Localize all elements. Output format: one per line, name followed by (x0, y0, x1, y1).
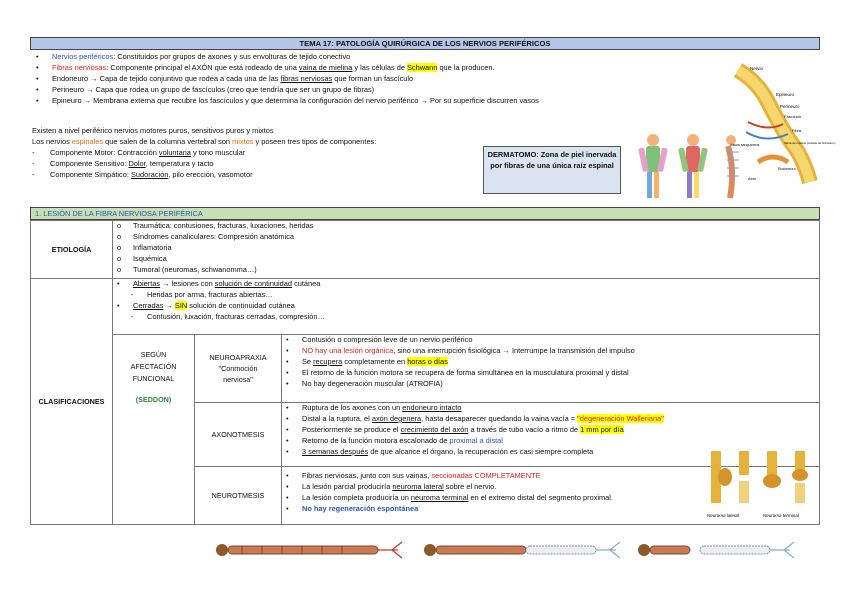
list-item: • Contusión o compresión leve de un nervio periférico (286, 335, 473, 344)
list-item: • Fibras nerviosas, junto con sus vainas, seccionadas COMPLETAMENTE (286, 471, 541, 480)
clasificaciones-content (113, 279, 820, 335)
neurotmesis-label: NEUROTMESIS (195, 467, 282, 525)
etiologia-content (113, 221, 820, 279)
component-motor: Componente Motor: Contracción voluntaria y tono muscular (50, 148, 246, 157)
list-item: o Inflamatoria (117, 242, 172, 252)
svg-text:Perineuro: Perineuro (780, 104, 800, 109)
neuroma-lateral-mass (718, 468, 732, 486)
list-item: • No hay regeneración espontánea (286, 503, 419, 513)
dermatomo-box: DERMATOMO: Zona de piel inervada por fibras de una única raíz espinal (483, 146, 621, 194)
list-item: • NO hay una lesión orgánica, sino una interrupción fisiológica → Interrumpe la transmisión del impulso (286, 345, 635, 355)
document-page (30, 37, 836, 525)
list-item: o Isquémica (117, 253, 167, 263)
svg-text:Axón: Axón (748, 177, 757, 181)
nerve-degeneration-illustration (212, 538, 824, 562)
list-item: • La lesión parcial produciría neuroma lateral sobre el nervio. (286, 481, 497, 491)
body-back-figure (678, 134, 708, 198)
neuroapraxia-content (282, 335, 820, 403)
svg-text:Vaina de mielina (células de S: Vaina de mielina (células de Schwann) (784, 141, 836, 145)
neuron-healthy (216, 542, 402, 558)
list-item: • Ruptura de los axones con un endoneuro intacto (286, 403, 462, 412)
body-front-figure (638, 134, 668, 198)
dash: - (32, 159, 35, 168)
clasificaciones-label: CLASIFICACIONES (31, 279, 113, 525)
list-item: • No hay degeneración muscular (ATROFIA) (286, 378, 443, 388)
intro-line-1: Existen a nivel periférico nervios motores puros, sensitivos puros y mixtos (32, 126, 274, 135)
list-item: • Posteriormente se produce el crecimiento del axón a través de tubo vacío a ritmo de 1 mm por día (286, 424, 624, 434)
list-item: • Se recupera completamente en horas o días (286, 356, 448, 366)
bullet: • (36, 52, 39, 61)
svg-text:Nervio: Nervio (750, 66, 764, 71)
section-1-header: 1. LESIÓN DE LA FIBRA NERVIOSA PERIFÉRICA (30, 207, 820, 220)
svg-text:Fascículo: Fascículo (784, 114, 802, 119)
classification-table (30, 220, 820, 525)
bullet: • (36, 63, 39, 72)
neuron-degenerating (424, 542, 620, 558)
list-item: o Síndromes canaliculares: Compresión anatómica (117, 231, 295, 241)
svg-text:Epineuro: Epineuro (776, 92, 795, 97)
bullet: • (36, 74, 39, 83)
intro-bullet-4: Perineuro → Capa que rodea un grupo de fascículos (creo que tendría que ser un grupo de fibras) (52, 85, 375, 94)
svg-text:Neuroma lateral: Neuroma lateral (707, 513, 740, 518)
intro-line-2: Los nervios espinales que salen de la columna vertebral son mixtos y poseen tres tipos de componentes: (32, 137, 377, 146)
nerve-anatomy-image (728, 62, 836, 190)
list-item: o Traumática: contusiones, fracturas, luxaciones, heridas (117, 221, 314, 230)
list-item: • Retorno de la función motora escalonado de proximal a distal (286, 435, 503, 445)
list-item: - Contusión, luxación, fracturas cerradas, compresión… (131, 311, 325, 321)
list-item: - Heridas por arma, fracturas abiertas… (131, 289, 273, 299)
svg-text:Fibra: Fibra (792, 128, 802, 133)
svg-text:Vasos sanguíneos: Vasos sanguíneos (730, 143, 760, 147)
neurotmesis-content (282, 467, 820, 525)
intro-bullet-5: Epineuro → Membrana externa que recubre los fascículos y que determina la configuración del nervio periférico → Por su superficie discurren vasos (52, 96, 539, 105)
list-item: • Abiertas → lesiones con solución de continuidad cutánea (117, 279, 321, 288)
dash: - (32, 170, 35, 179)
neuroapraxia-label: NEUROAPRAXIA "Conmoción nerviosa" (195, 335, 282, 403)
list-item: o Tumoral (neuromas, schwanomma…) (117, 264, 257, 274)
neuroma-terminal-mass (763, 474, 781, 488)
list-item: • La lesión completa produciría un neuroma terminal en el extremo distal del segmento proximal. (286, 492, 613, 502)
neuron-regenerating (638, 542, 794, 558)
bullet: • (36, 85, 39, 94)
list-item: • Cerradas → SIN solución de continuidad cutánea (117, 300, 295, 310)
list-item: • El retorno de la función motora se recupera de forma simultánea en la musculatura proximal y distal (286, 367, 629, 377)
component-simpatico: Componente Simpático: Sudoración, pilo erección, vasomotor (50, 170, 253, 179)
seddon-label: SEGÚN AFECTACIÓN FUNCIONAL (SEDDON) (113, 335, 195, 525)
page-title: TEMA 17: PATOLOGÍA QUIRÚRGICA DE LOS NERVIOS PERIFÉRICOS (30, 37, 820, 50)
intro-bullet-1: Nervios periféricos: Constituidos por grupos de axones y sus envolturas de tejido conectivo (52, 52, 351, 61)
svg-text:Neuroma terminal: Neuroma terminal (763, 513, 799, 518)
component-sensitivo: Componente Sensitivo: Dolor, temperatura y tacto (50, 159, 214, 168)
list-item: • 3 semanas después de que alcance el órgano, la recuperación es casi siempre completa (286, 446, 594, 456)
svg-text:Endoneuro: Endoneuro (778, 167, 796, 171)
dash: - (32, 148, 35, 157)
intro-bullet-3: Endoneuro → Capa de tejido conjuntivo que rodea a cada una de las fibras nerviosas que forman un fascículo (52, 74, 414, 83)
intro-section (30, 50, 836, 207)
list-item: • Distal a la ruptura, el axón degenera, hasta desaparecer quedando la vaina vacía = "degeneración Walleriana" (286, 413, 664, 423)
axonotmesis-label: AXONOTMESIS (195, 403, 282, 467)
intro-bullet-2: Fibras nerviosas: Componente principal el AXÓN que está rodeado de una vaina de mielina y las células de Schwann que la producen. (52, 63, 495, 72)
etiologia-label: ETIOLOGÍA (31, 221, 113, 279)
bullet: • (36, 96, 39, 105)
neuroma-image (705, 447, 815, 523)
